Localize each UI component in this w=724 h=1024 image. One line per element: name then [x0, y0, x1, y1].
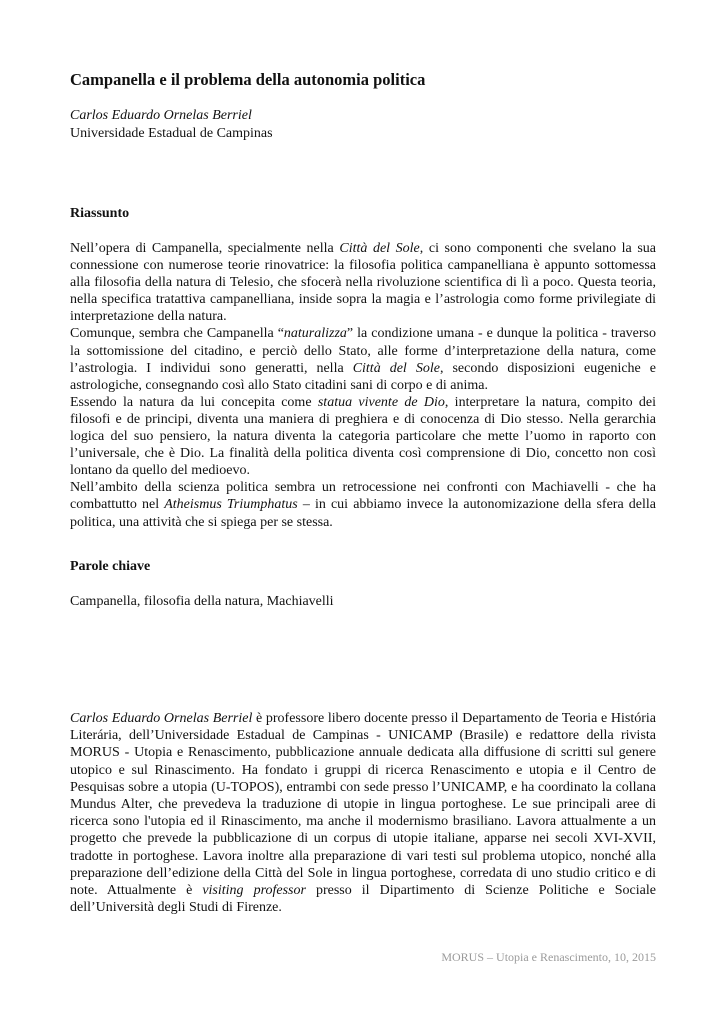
bio-author-name: Carlos Eduardo Ornelas Berriel [70, 711, 253, 726]
author-affiliation: Universidade Estadual de Campinas [70, 126, 273, 141]
keywords-text: Campanella, filosofia della natura, Machiavelli [70, 594, 334, 609]
abstract-paragraph: Essendo la natura da lui concepita come statua vivente de Dio, interpretare la natura, compito dei filosofi e de principi, diventa una maniera di preghiera e di conocenza di Dio stesso. Nella gerarchia logica del suo pensiero, la natura diventa la categoria particolare che mette l’uomo in raporto con l’universale, che è Dio. La finalità della politica diventa così comprensione di Dio, concetto non così lontano da quello del medioevo. [70, 394, 656, 479]
abstract-heading: Riassunto [70, 206, 130, 221]
page-footer: MORUS – Utopia e Renascimento, 10, 2015 [441, 950, 656, 964]
author-name: Carlos Eduardo Ornelas Berriel [70, 108, 252, 123]
abstract-body [70, 240, 656, 531]
keywords-heading: Parole chiave [70, 559, 151, 574]
paper-title: Campanella e il problema della autonomia politica [70, 70, 426, 89]
abstract-paragraph: Comunque, sembra che Campanella “naturalizza” la condizione umana - e dunque la politica - traverso la sottomissione del citadino, e perciò dello Stato, alle forme d’interpretazione della natura, come l’astrologia. I individui sono generatti, nella Città del Sole, secondo disposizioni eugeniche e astrologiche, consegnando così allo Stato citadini sani di corpo e di anima. [70, 326, 656, 393]
abstract-paragraph: Nell’ambito della scienza politica sembra un retrocessione nei confronti con Machiavelli - che ha combattutto nel Atheismus Triumphatus – in cui abbiamo invece la autonomizazione della sfera della politica, una attività che si spiega per se stessa. [70, 480, 657, 530]
abstract-paragraph: Nell’opera di Campanella, specialmente nella Città del Sole, ci sono componenti che svelano la sua connessione con numerose teorie rinovatrice: la filosofia politica campanelliana è appunto sottomessa alla filosofia della natura di Telesio, che sfocerà nella rivoluzione scientifica di lì a poco. Questa teoria, nella specifica tratattiva campanelliana, inside sopra la magia e l’astrologia como forme privilegiate di interpretazione della natura. [70, 241, 657, 325]
author-bio: Carlos Eduardo Ornelas Berriel è professore libero docente presso il Departamento de Teoria e História Literária, dell’Universidade Estadual de Campinas - UNICAMP (Brasile) e redattore della rivista MORUS - Utopia e Renascimento, pubblicazione annuale dedicata alla diffusione di scritti sul genere utopico e sul Rinascimento. Ha fondato i gruppi di ricerca Renascimento e utopia e il Centro de Pesquisas sobre a utopia (U-TOPOS), entrambi con sede presso l’UNICAMP, e ha coordinato la collana Mundus Alter, che prevedeva la traduzione di utopie in lingua portoghese. Le sue principali aree di ricerca sono l'utopia ed il Rinascimento, ma anche il modernismo brasiliano. Lavora attualmente a un progetto che prevede la pubblicazione di un corpus di utopie italiane, apparse nei secoli XVI-XVII, tradotte in portoghese. Lavora inoltre alla preparazione di vari testi sul problema utopico, nonché alla preparazione dell’edizione della Città del Sole in lingua portoghese, corredata di uno studio critico e di note. Attualmente è visiting professor presso il Dipartimento di Scienze Politiche e Sociale dell’Università degli Studi di Firenze. [70, 711, 656, 916]
